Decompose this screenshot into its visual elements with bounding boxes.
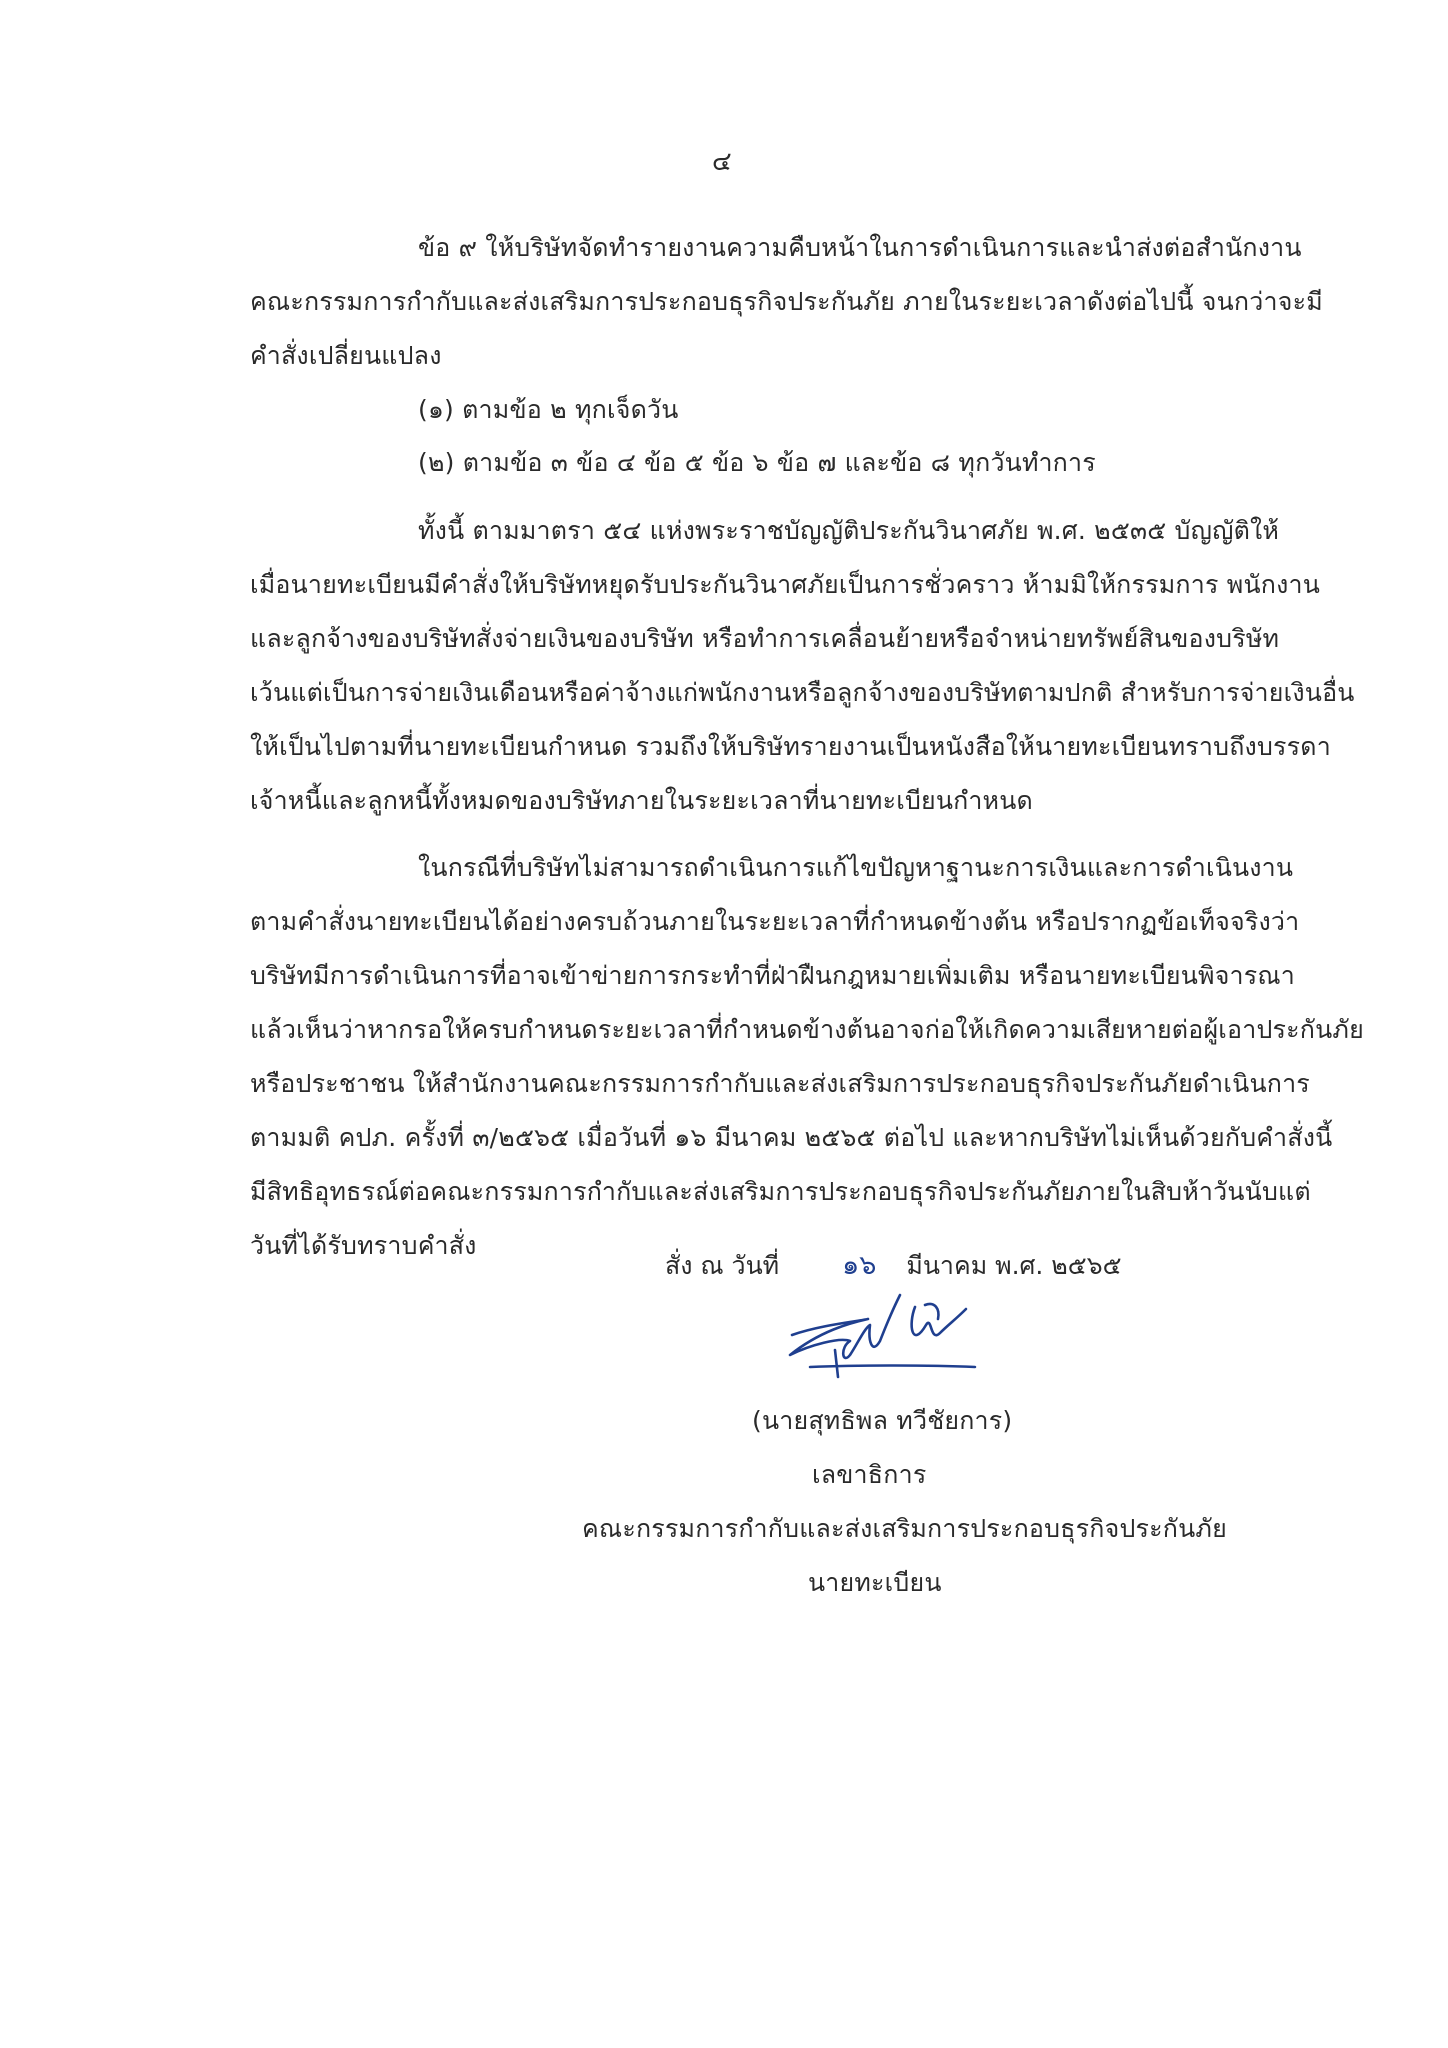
- para3-line5: หรือประชาชน ให้สำนักงานคณะกรรมการกำกับและส่งเสริมการประกอบธุรกิจประกันภัยดำเนินการ: [250, 1069, 1310, 1098]
- para2-line2: เมื่อนายทะเบียนมีคำสั่งให้บริษัทหยุดรับประกันวินาศภัยเป็นการชั่วคราว ห้ามมิให้กรรมการ พนักงาน: [250, 570, 1321, 599]
- para3-line6: ตามมติ คปภ. ครั้งที่ ๓/๒๕๖๕ เมื่อวันที่ ๑๖ มีนาคม ๒๕๖๕ ต่อไป และหากบริษัทไม่เห็นด้วยกับคำสั่งนี้: [250, 1123, 1333, 1152]
- signatory-name: (นายสุทธิพล ทวีชัยการ): [752, 1406, 1013, 1435]
- signatory-title: เลขาธิการ: [812, 1460, 927, 1489]
- para2-line6: เจ้าหนี้และลูกหนี้ทั้งหมดของบริษัทภายในระยะเวลาที่นายทะเบียนกำหนด: [250, 786, 1033, 815]
- para2-line1: ทั้งนี้ ตามมาตรา ๕๔ แห่งพระราชบัญญัติประกันวินาศภัย พ.ศ. ๒๕๓๕ บัญญัติให้: [418, 516, 1280, 545]
- clause9-item1: (๑) ตามข้อ ๒ ทุกเจ็ดวัน: [418, 395, 679, 424]
- para3-line8: วันที่ได้รับทราบคำสั่ง: [250, 1231, 477, 1260]
- date-rest: มีนาคม พ.ศ. ๒๕๖๕: [906, 1251, 1122, 1280]
- para2-line3: และลูกจ้างของบริษัทสั่งจ่ายเงินของบริษัท หรือทำการเคลื่อนย้ายหรือจำหน่ายทรัพย์สินของบริษัท: [250, 624, 1280, 653]
- signatory-role: นายทะเบียน: [808, 1568, 942, 1597]
- para3-line7: มีสิทธิอุทธรณ์ต่อคณะกรรมการกำกับและส่งเสริมการประกอบธุรกิจประกันภัยภายในสิบห้าวันนับแต่: [250, 1177, 1311, 1206]
- page-number: ๔: [712, 147, 732, 177]
- para3-line2: ตามคำสั่งนายทะเบียนได้อย่างครบถ้วนภายในระยะเวลาที่กำหนดข้างต้น หรือปรากฏข้อเท็จจริงว่า: [250, 907, 1300, 936]
- para3-line1: ในกรณีที่บริษัทไม่สามารถดำเนินการแก้ไขปัญหาฐานะการเงินและการดำเนินงาน: [418, 853, 1294, 882]
- para2-line4: เว้นแต่เป็นการจ่ายเงินเดือนหรือค่าจ้างแก่พนักงานหรือลูกจ้างของบริษัทตามปกติ สำหรับการจ่ายเงินอื่น: [250, 678, 1355, 707]
- para3-line4: แล้วเห็นว่าหากรอให้ครบกำหนดระยะเวลาที่กำหนดข้างต้นอาจก่อให้เกิดความเสียหายต่อผู้เอาประกันภัย: [250, 1015, 1364, 1044]
- signatory-organization: คณะกรรมการกำกับและส่งเสริมการประกอบธุรกิจประกันภัย: [582, 1514, 1227, 1543]
- order-date: [665, 1250, 1122, 1282]
- clause9-item2: (๒) ตามข้อ ๓ ข้อ ๔ ข้อ ๕ ข้อ ๖ ข้อ ๗ และข้อ ๘ ทุกวันทำการ: [418, 448, 1096, 477]
- clause9-line3: คำสั่งเปลี่ยนแปลง: [250, 341, 442, 370]
- handwritten-signature: [780, 1285, 1020, 1395]
- clause9-line1: ข้อ ๙ ให้บริษัทจัดทำรายงานความคืบหน้าในการดำเนินการและนำส่งต่อสำนักงาน: [418, 233, 1302, 262]
- clause9-line2: คณะกรรมการกำกับและส่งเสริมการประกอบธุรกิจประกันภัย ภายในระยะเวลาดังต่อไปนี้ จนกว่าจะมี: [250, 287, 1323, 316]
- date-prefix: สั่ง ณ วันที่: [665, 1251, 780, 1280]
- para2-line5: ให้เป็นไปตามที่นายทะเบียนกำหนด รวมถึงให้บริษัทรายงานเป็นหนังสือให้นายทะเบียนทราบถึงบรรดา: [250, 732, 1331, 761]
- date-day: ๑๖: [842, 1250, 877, 1281]
- para3-line3: บริษัทมีการดำเนินการที่อาจเข้าข่ายการกระทำที่ฝ่าฝืนกฎหมายเพิ่มเติม หรือนายทะเบียนพิจารณา: [250, 961, 1296, 990]
